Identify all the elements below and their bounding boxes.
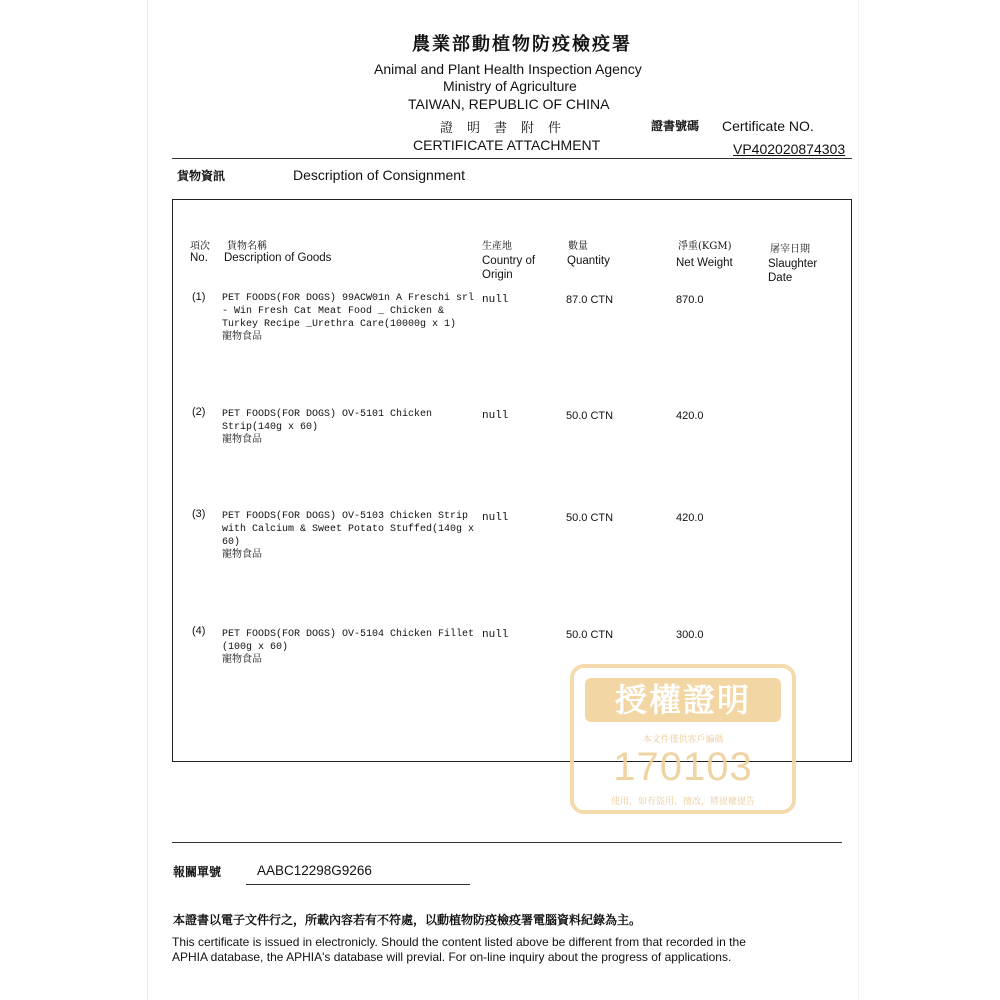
certificate-number-label-zh: 證書號碼 [651, 119, 700, 133]
col-weight-zh: 淨重(KGM) [678, 241, 732, 252]
agency-name-zh: 農業部動植物防疫檢疫署 [412, 34, 632, 55]
item-1-origin: null [482, 294, 509, 306]
col-no-zh: 項次 [190, 241, 210, 252]
item-3-description: PET FOODS(FOR DOGS) OV-5103 Chicken Strip with Calcium & Sweet Potato Stuffed(140g x 60) 寵物食品 [222, 511, 475, 561]
customs-declaration-number: AABC12298G9266 [257, 863, 372, 878]
footer-divider [172, 842, 842, 843]
stamp-code: 170103 [613, 745, 753, 789]
item-4-origin: null [482, 629, 509, 641]
item-1-quantity: 87.0 CTN [566, 294, 614, 306]
consignment-label: Description of Consignment [293, 167, 465, 183]
col-slaughter-2: Date [768, 272, 793, 284]
item-2-description: PET FOODS(FOR DOGS) OV-5101 Chicken Strip(140g x 60) 寵物食品 [222, 409, 433, 446]
stamp-subtitle: 本文件僅供客戶編碼 [642, 734, 724, 744]
notice-en-line2: APHIA database, the APHIA's database will previal. For on-line inquiry about the progress of applications. [172, 950, 732, 964]
col-qty: Quantity [567, 255, 610, 267]
attachment-title-en: CERTIFICATE ATTACHMENT [413, 137, 601, 153]
customs-declaration-label: 報關單號 [173, 865, 222, 879]
consignment-label-zh: 貨物資訊 [177, 169, 226, 183]
item-3-no: (3) [192, 508, 206, 520]
col-no: No. [190, 252, 208, 264]
notice-zh: 本證書以電子文件行之，所載內容若有不符處，以動植物防疫檢疫署電腦資料紀錄為主。 [173, 913, 642, 927]
ministry-name: Ministry of Agriculture [443, 78, 577, 94]
col-desc: Description of Goods [224, 252, 332, 264]
item-3-net-weight: 420.0 [676, 512, 704, 524]
country-name: TAIWAN, REPUBLIC OF CHINA [408, 96, 610, 112]
agency-name-en: Animal and Plant Health Inspection Agency [374, 61, 642, 77]
item-2-quantity: 50.0 CTN [566, 410, 614, 422]
authorization-stamp [570, 664, 796, 814]
item-3-origin: null [482, 512, 509, 524]
item-4-quantity: 50.0 CTN [566, 629, 614, 641]
col-origin-1: Country of [482, 255, 536, 267]
col-desc-zh: 貨物名稱 [227, 241, 267, 252]
header-divider [172, 158, 852, 159]
item-4-description: PET FOODS(FOR DOGS) OV-5104 Chicken Fillet (100g x 60) 寵物食品 [222, 629, 475, 666]
item-1-description: PET FOODS(FOR DOGS) 99ACW01n A Freschi srl - Win Fresh Cat Meat Food _ Chicken & Turkey Recipe _Urethra Care(10000g x 1) 寵物食品 [222, 293, 475, 343]
item-2-origin: null [482, 410, 509, 422]
item-4-no: (4) [192, 625, 206, 637]
col-slaughter-zh: 屠宰日期 [770, 244, 810, 255]
certificate-number: VP402020874303 [733, 141, 846, 157]
item-2-no: (2) [192, 406, 206, 418]
item-1-no: (1) [192, 291, 206, 303]
stamp-footer: 使用，如有盜用、擅改，將提權提告 [610, 796, 755, 806]
item-4-net-weight: 300.0 [676, 629, 704, 641]
certificate-number-label: Certificate NO. [722, 118, 814, 134]
col-qty-zh: 數量 [568, 241, 588, 252]
col-origin-2: Origin [482, 269, 513, 281]
col-weight: Net Weight [676, 257, 733, 269]
declaration-underline [246, 884, 470, 885]
stamp-title: 授權證明 [585, 678, 781, 722]
item-3-quantity: 50.0 CTN [566, 512, 614, 524]
attachment-title-zh: 證明書附件 [440, 121, 576, 136]
item-1-net-weight: 870.0 [676, 294, 704, 306]
notice-en-line1: This certificate is issued in electronicly. Should the content listed above be different from that recorded in the [172, 935, 746, 949]
col-slaughter-1: Slaughter [768, 258, 818, 270]
item-2-net-weight: 420.0 [676, 410, 704, 422]
col-origin-zh: 生產地 [482, 241, 512, 252]
